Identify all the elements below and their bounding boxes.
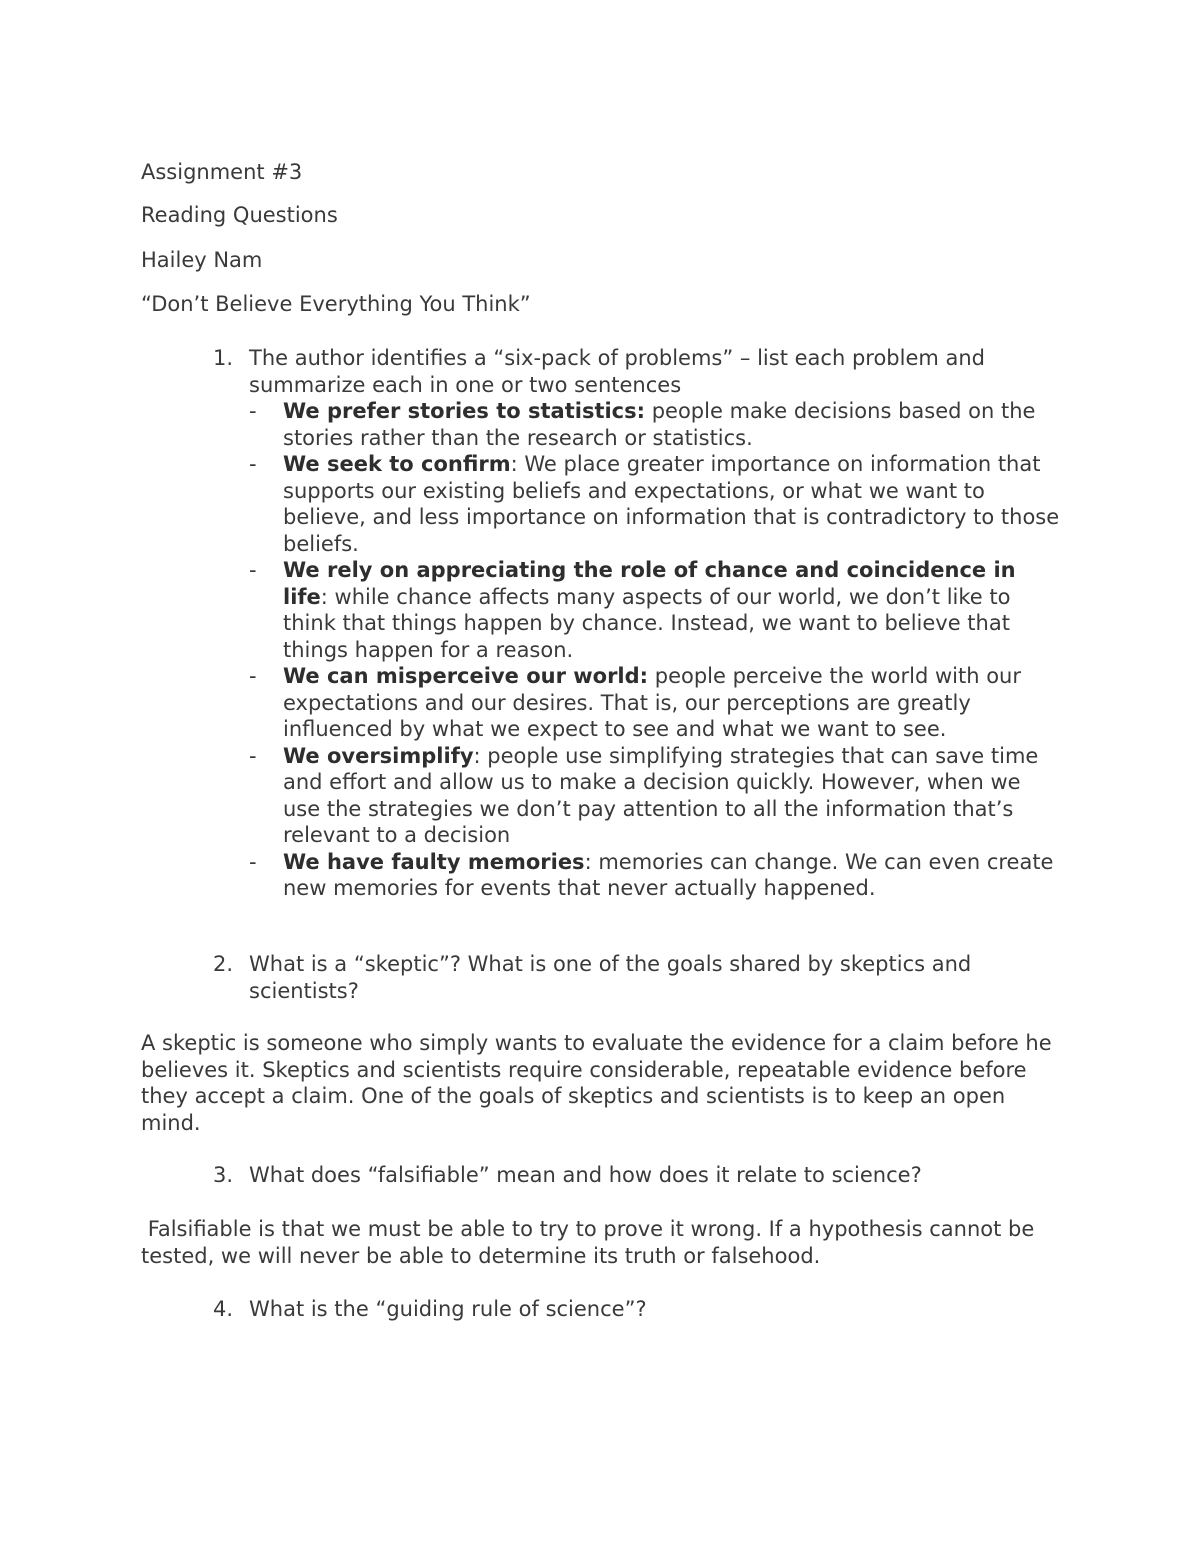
problem-term: We oversimplify [283,743,474,768]
problem-term: We can misperceive our world: [283,664,649,688]
list-item [249,557,1063,663]
problem-description: people perceive the world with our expectations and our desires. That is, our perceptions are greatly influenced by what we expect to see and what we want to see. [283,664,1021,741]
question-text: What is a “skeptic”? What is one of the goals shared by skeptics and scientists? [249,952,972,1003]
problem-term: We have faulty memories [283,849,585,874]
question-4 [213,1296,1063,1323]
dash-marker: - [249,558,257,582]
problem-term: We rely on appreciating the role of chance and coincidence in life [283,558,1016,609]
problem-description: people make decisions based on the stories rather than the research or statistics. [283,399,1036,450]
problem-list [249,398,1063,902]
question-number: 3. [213,1163,234,1187]
problem-description: : We place greater importance on information that supports our existing beliefs and expectations, or what we want to believe, and less importance on information that is contradictory to those beliefs. [283,452,1060,556]
document-subtitle: Reading Questions [141,203,338,227]
problem-term: We seek to confirm [283,452,511,476]
assignment-title: Assignment #3 [141,160,303,184]
question-number: 1. [213,346,234,370]
answer-3: Falsifiable is that we must be able to try to prove it wrong. If a hypothesis cannot be tested, we will never be able to determine its truth or falsehood. [141,1217,1041,1268]
dash-marker: - [249,452,257,476]
dash-marker: - [249,664,257,688]
dash-marker: - [249,399,257,423]
list-item [249,849,1063,902]
question-number: 4. [213,1297,234,1321]
question-text: What does “falsifiable” mean and how does it relate to science? [249,1163,922,1187]
reading-title: “Don’t Believe Everything You Think” [141,292,531,316]
question-3 [213,1162,1063,1189]
question-text: The author identifies a “six-pack of problems” – list each problem and summarize each in one or two sentences [249,346,986,397]
question-number: 2. [213,952,234,976]
question-text: What is the “guiding rule of science”? [249,1297,647,1321]
question-1 [213,345,1063,902]
list-item [249,743,1063,849]
problem-term: We prefer stories to statistics: [283,399,646,423]
problem-description: : memories can change. We can even create new memories for events that never actually happened. [283,849,1054,900]
dash-marker: - [249,743,257,768]
problem-description: : people use simplifying strategies that can save time and effort and allow us to make a decision quickly. However, when we use the strategies we don’t pay attention to all the information that’s relevant to a decision [283,743,1039,847]
problem-description: : while chance affects many aspects of our world, we don’t like to think that things happen by chance. Instead, we want to believe that things happen for a reason. [283,584,1011,662]
list-item [249,663,1063,743]
question-2 [213,951,1063,1004]
dash-marker: - [249,849,257,874]
author-name: Hailey Nam [141,248,263,272]
list-item [249,398,1063,451]
answer-2: A skeptic is someone who simply wants to evaluate the evidence for a claim before he believes it. Skeptics and scientists require considerable, repeatable evidence before they accept a claim. One of the goals of skeptics and scientists is to keep an open mind. [141,1031,1052,1135]
list-item [249,451,1063,557]
